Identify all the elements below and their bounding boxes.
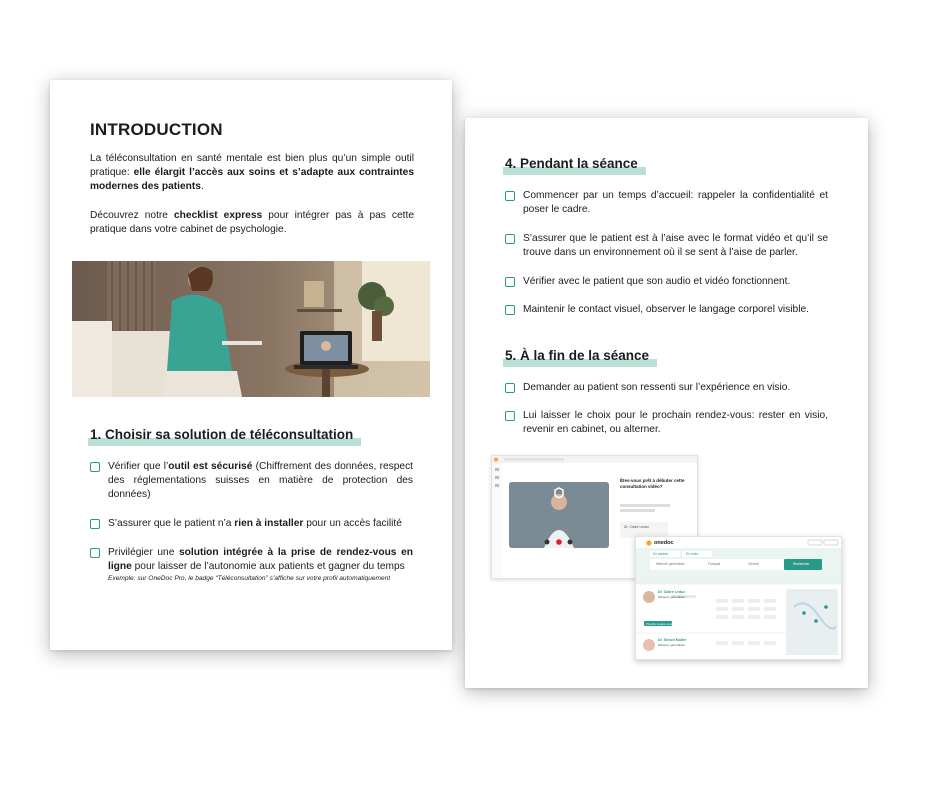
section-5-title-text: 5. À la fin de la séance (505, 348, 650, 363)
checklist-item-text: Vérifier avec le patient que son audio et vidéo fonctionnent. (523, 276, 791, 287)
checklist-item (505, 232, 828, 260)
checklist-item (505, 275, 828, 289)
item-text-bold: rien à installer (234, 518, 304, 529)
checkbox-icon[interactable] (90, 519, 100, 529)
checklist-item (505, 189, 828, 217)
doctor-1-name[interactable]: Dr. Claire Leduc (658, 590, 686, 594)
intro2-text-b: pour intégrer pas à pas cette pratique dans votre cabinet de psychologie. (90, 210, 414, 235)
intro-paragraph-2 (90, 209, 414, 237)
intro-text: La téléconsultation en santé mentale est bien plus qu’un simple outil pratique: (90, 153, 414, 178)
checklist-item-text: Lui laisser le choix pour le prochain rendez-vous: rester en visio, revenir en cabinet, ou alterner. (523, 410, 828, 435)
book-appointment-button[interactable]: Prendre rendez-vous (646, 622, 673, 626)
doctor-1-specialty: Médecin généraliste (658, 595, 685, 599)
checkbox-icon[interactable] (505, 191, 515, 201)
checkbox-icon[interactable] (505, 234, 515, 244)
intro-paragraph-1 (90, 152, 414, 194)
doctor-2-specialty: Médecin généraliste (658, 643, 685, 647)
section-1-title (90, 426, 355, 444)
checklist-item (505, 303, 828, 317)
video-prompt-question: Êtes-vous prêt à débuter cette consultation vidéo? (620, 478, 685, 489)
checkbox-icon[interactable] (90, 462, 100, 472)
section-4-title (505, 155, 640, 173)
checklist-item-text: Commencer par un temps d’accueil: rappeler la confidentialité et poser le cadre. (523, 190, 828, 215)
intro2-bold: checklist express (174, 210, 263, 221)
item-text-a: Vérifier que l’ (108, 461, 169, 472)
left-page (50, 80, 452, 650)
checkbox-icon[interactable] (505, 383, 515, 393)
item-text-b: pour un accès facilité (303, 518, 402, 529)
intro-bold-text: elle élargit l’accès aux soins et s’adapte aux contraintes modernes des patients (90, 167, 414, 192)
checklist-item (90, 460, 413, 502)
teleconsultation-photo (72, 261, 430, 397)
checkbox-icon[interactable] (505, 277, 515, 287)
checklist-item-text: Maintenir le contact visuel, observer le langage corporel visible. (523, 304, 809, 315)
section-5-title (505, 347, 651, 365)
specialty-search-input[interactable]: Médecin généraliste (656, 562, 685, 566)
checklist-item-text: S’assurer que le patient est à l’aise avec le format vidéo et qu’il se trouve dans un environnement où il se sent à l’aise de parler. (523, 233, 828, 258)
checklist-item (505, 409, 828, 437)
item-text-b: (Chiffrement des données, respect des réglementations suisses en matière de protection des données) (108, 461, 413, 500)
onedoc-logo: onedoc (654, 540, 674, 546)
video-doctor-name: Dr. Claire Leduc (624, 525, 650, 529)
checklist-item-text: Demander au patient son ressenti sur l’expérience en visio. (523, 382, 791, 393)
checklist-item (90, 546, 413, 583)
item-text-a: Privilégier une (108, 547, 179, 558)
checklist-item-text (108, 546, 413, 583)
item-text-bold: solution intégrée à la prise de rendez-vous en ligne (108, 547, 413, 572)
doctor-2-name[interactable]: Dr. Simon Muller (658, 638, 687, 642)
right-page (465, 118, 868, 688)
example-note: Exemple: sur OneDoc Pro, le badge “Téléconsultation” s’affiche sur votre profil automatiquement (108, 575, 391, 582)
checklist-item-text (108, 460, 413, 502)
item-text-a: S’assurer que le patient n’a (108, 518, 235, 529)
section-4-title-text: 4. Pendant la séance (505, 156, 638, 171)
checkbox-icon[interactable] (90, 548, 100, 558)
search-button[interactable]: Rechercher (793, 562, 810, 566)
checklist-item (90, 517, 413, 531)
checkbox-icon[interactable] (505, 305, 515, 315)
tab-video[interactable]: En vidéo (686, 552, 699, 556)
tab-in-office[interactable]: En cabinet (653, 552, 669, 556)
checkbox-icon[interactable] (505, 411, 515, 421)
section-1-title-text: 1. Choisir sa solution de téléconsultation (90, 427, 354, 442)
checklist-item (505, 381, 828, 395)
checklist-item-text (108, 517, 402, 531)
onedoc-search-screenshot (635, 536, 842, 660)
item-text-bold: outil est sécurisé (168, 461, 253, 472)
introduction-title: INTRODUCTION (90, 120, 223, 139)
location-input[interactable]: Genève (748, 562, 760, 566)
intro-end: . (200, 181, 204, 192)
item-text-b: pour laisser de l’autonomie aux patients et gagner du temps (131, 561, 405, 572)
language-input[interactable]: Français (708, 562, 721, 566)
intro2-text-a: Découvrez notre (90, 210, 175, 221)
